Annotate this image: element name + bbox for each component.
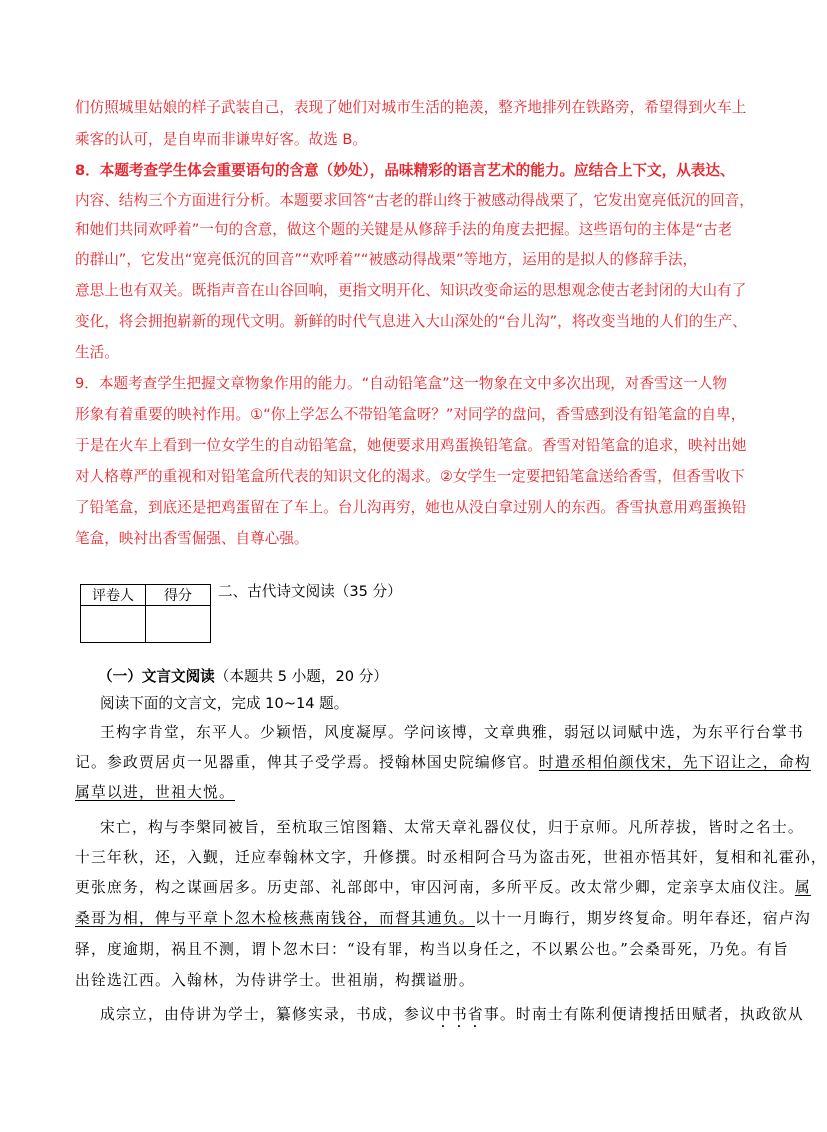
answer-line: 们仿照城里姑娘的样子武装自己，表现了她们对城市生活的艳羡，整齐地排列在铁路旁，希望得到火车上 (75, 99, 747, 116)
passage-line (100, 1002, 804, 1034)
answer-9-line: 笔盒，映衬出香雪倔强、自尊心强。 (75, 530, 309, 547)
answer-8-line: 的群山”，它发出“宽亮低沉的回音”“欢呼着”“被感动得战栗”等地方，运用的是拟人的修辞手法， (75, 251, 698, 268)
passage-line: 宋亡，构与李槃同被旨，至杭取三馆图籍、太常天章礼器仪仗，归于京师。凡所荐拔，皆时之名士。 (100, 819, 804, 836)
answer-8-line: 和她们共同欢呼着”一句的含意，做这个题的关键是从修辞手法的角度去把握。这些语句的主体是“古老 (75, 221, 733, 238)
answer-8-line: 8．本题考查学生体会重要语句的含意（妙处），品味精彩的语言艺术的能力。应结合上下文，从表达、 (75, 162, 735, 179)
passage-line: 十三年秋，还，入觐，迁应奉翰林文字，升修撰。时丞相阿合马为盗击死，世祖亦悟其奸，复相和礼霍孙， (75, 849, 827, 866)
underlined-sentence: 桑哥为相，俾与平章卜忽木检核燕南钱谷，而督其逋负。 (75, 910, 475, 927)
passage-line (75, 875, 811, 901)
answer-8-line: 意思上也有双关。既指声音在山谷回响，更指文明开化、知识改变命运的思想观念使古老封闭的大山有了 (75, 282, 747, 299)
passage-text: 成宗立，由侍讲为学士，纂修实录，书成，参议 (100, 1006, 436, 1023)
answer-9-line: 了铅笔盒，到底还是把鸡蛋留在了车上。台儿沟再穷，她也从没白拿过别人的东西。香雪执意用鸡蛋换铅 (75, 499, 747, 516)
passage-text: 更张庶务，构之谋画居多。历吏部、礼部郎中，审囚河南，多所平反。改太常少卿，定亲享太庙仪注。 (75, 879, 795, 896)
answer-9-line: 对人格尊严的重视和对铅笔盒所代表的知识文化的渴求。②女学生一定要把铅笔盒送给香雪，但香雪收下 (75, 468, 745, 485)
underlined-sentence: 属草以进，世祖大悦。 (75, 784, 235, 801)
reading-instruction: 阅读下面的文言文，完成 10~14 题。 (100, 695, 349, 712)
underlined-sentence: 属 (794, 879, 811, 896)
answer-9-line: 形象有着重要的映衬作用。①“你上学怎么不带铅笔盒呀？”对同学的盘问，香雪感到没有铅笔盒的自卑， (75, 406, 746, 423)
subsection-title: （一）文言文阅读 (98, 668, 215, 685)
passage-text: 记。参政贾居贞一见器重，俾其子受学焉。授翰林国史院编修官。 (75, 754, 539, 771)
grader-cell (81, 606, 146, 643)
passage-line: 王构字肯堂，东平人。少颖悟，风度凝厚。学问该博，文章典雅，弱冠以词赋中选，为东平行台掌书 (100, 724, 804, 741)
answer-8-line: 内容、结构三个方面进行分析。本题要求回答“古老的群山终于被感动得战栗了，它发出宽亮低沉的回音， (75, 192, 754, 209)
subsection-heading (98, 665, 388, 686)
answer-line: 乘客的认可，是自卑而非谦卑好客。故选 B。 (75, 131, 367, 148)
grader-header: 评卷人 (81, 585, 146, 606)
answer-9-line: 9．本题考查学生把握文章物象作用的能力。“自动铅笔盒”这一物象在文中多次出现，对香雪这一人物 (75, 375, 727, 392)
underlined-sentence: 时遣丞相伯颜伐宋，先下诏让之，命构 (538, 754, 811, 771)
passage-line (75, 906, 811, 932)
section-title: 二、古代诗文阅读（35 分） (218, 583, 402, 600)
subsection-note: （本题共 5 小题，20 分） (214, 668, 388, 685)
passage-line (75, 750, 811, 776)
passage-line: 驿，度逾期，祸且不测，谓卜忽木曰：“设有罪，构当以身任之，不以累公也。”会桑哥死，乃免。有旨 (75, 941, 789, 958)
passage-line: 出铨选江西。入翰林，为侍讲学士。世祖崩，构撰谥册。 (75, 972, 475, 989)
answer-9-line: 于是在火车上看到一位女学生的自动铅笔盒，她便要求用鸡蛋换铅笔盒。香雪对铅笔盒的追求，映衬出她 (75, 437, 747, 454)
passage-text: 以十一月晦行，期岁终复命。明年春还，宿卢沟 (474, 910, 811, 927)
answer-8-line: 变化，将会拥抱崭新的现代文明。新鲜的时代气息进入大山深处的“台儿沟”，将改变当地的人们的生产、 (75, 313, 747, 330)
score-cell (146, 606, 211, 643)
score-table (80, 584, 211, 643)
answer-8-line: 生活。 (75, 344, 119, 361)
passage-text: 事。时南士有陈利便请搜括田赋者，执政欲从 (483, 1006, 804, 1023)
score-header: 得分 (146, 585, 211, 606)
dotted-term: 中书省 (435, 1006, 484, 1023)
passage-line (75, 780, 735, 806)
